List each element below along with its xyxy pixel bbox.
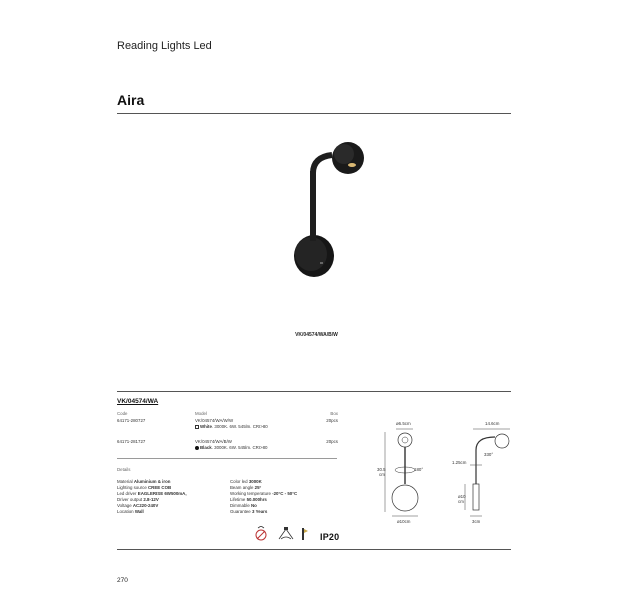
detail-working-temperature: Working temperature -20°C - 50°C <box>230 491 298 496</box>
rotation-icon <box>254 526 268 542</box>
switch-icon <box>300 526 310 542</box>
model-header: Model <box>195 411 207 416</box>
detail-driver-output: Driver output 2.8-12V <box>117 497 159 502</box>
details-divider <box>117 458 337 459</box>
detail-location: Location Wall <box>117 509 144 514</box>
variant-box: 20pcs <box>326 418 338 423</box>
front-rotation-dimension: 180° <box>414 467 424 472</box>
detail-color-led: Color led 3000K <box>230 479 262 484</box>
black-swatch-icon <box>195 446 199 450</box>
side-base-unit: cm <box>458 499 464 504</box>
code-header: Code <box>117 411 128 416</box>
detail-beam-angle: Beam angle 25° <box>230 485 262 490</box>
lamp-illustration <box>294 142 364 277</box>
variant-color: Black <box>200 445 212 450</box>
product-image <box>280 135 380 285</box>
variant-model: VK/04574/WA/W/W <box>195 418 234 423</box>
box-header: Box <box>330 411 338 416</box>
variant-box: 20pcs <box>326 439 338 444</box>
side-view-drawing <box>452 421 510 524</box>
variant-model: VK/04574/WA/B/W <box>195 439 232 444</box>
variant-spec: . 3000K. 6W. 545lm. CRI>80 <box>211 424 268 429</box>
bottom-divider <box>117 549 511 550</box>
product-caption: VK/04574/WA/B/W <box>295 332 338 338</box>
side-base-dimension: ø10 <box>458 494 466 499</box>
front-height-dimension: 30.5 <box>377 467 386 472</box>
title-divider <box>117 113 511 114</box>
section-title: Reading Lights Led <box>117 40 212 52</box>
spec-subtitle: VK/04574/WA <box>117 398 159 405</box>
detail-voltage: Voltage AC220-240V <box>117 503 159 508</box>
variant-desc <box>195 445 268 451</box>
page-number: 270 <box>117 577 128 584</box>
variant-code: 64171-280727 <box>117 418 146 423</box>
beam-angle-icon <box>277 527 295 541</box>
detail-led-driver: Led driver EAGLERISE 6W500mA, <box>117 491 187 496</box>
ip-rating: IP20 <box>320 532 340 542</box>
variant-spec: . 3000K. 6W. 545lm. CRI>80 <box>211 445 268 450</box>
side-arm-dimension: 1.25cm <box>452 460 467 465</box>
details-label: Details <box>117 467 131 472</box>
spec-divider <box>117 391 511 392</box>
dimension-drawings <box>370 410 515 530</box>
product-title: Aira <box>117 92 145 108</box>
side-top-dimension: 14.6cm <box>485 421 500 426</box>
variant-code: 64171-281727 <box>117 439 146 444</box>
detail-dimmable: Dimmable No <box>230 503 257 508</box>
variant-color: White <box>200 424 212 429</box>
front-bottom-dimension: ø10cm <box>397 519 411 524</box>
side-depth-dimension: 3cm <box>472 519 481 524</box>
variant-desc <box>195 424 268 430</box>
detail-guarantee: Guarantee 3 Years <box>230 509 268 514</box>
detail-material: Material Aluminium & iron <box>117 479 171 484</box>
detail-lighting-source: Lighting source CREE COB <box>117 485 172 490</box>
front-view-drawing <box>377 421 423 524</box>
side-rotation-dimension: 330° <box>484 452 494 457</box>
detail-lifetime: Lifetime 50.000hrs <box>230 497 267 502</box>
front-top-dimension: ø6.5cm <box>396 421 411 426</box>
front-height-unit: cm <box>379 472 385 477</box>
white-swatch-icon <box>195 425 199 429</box>
